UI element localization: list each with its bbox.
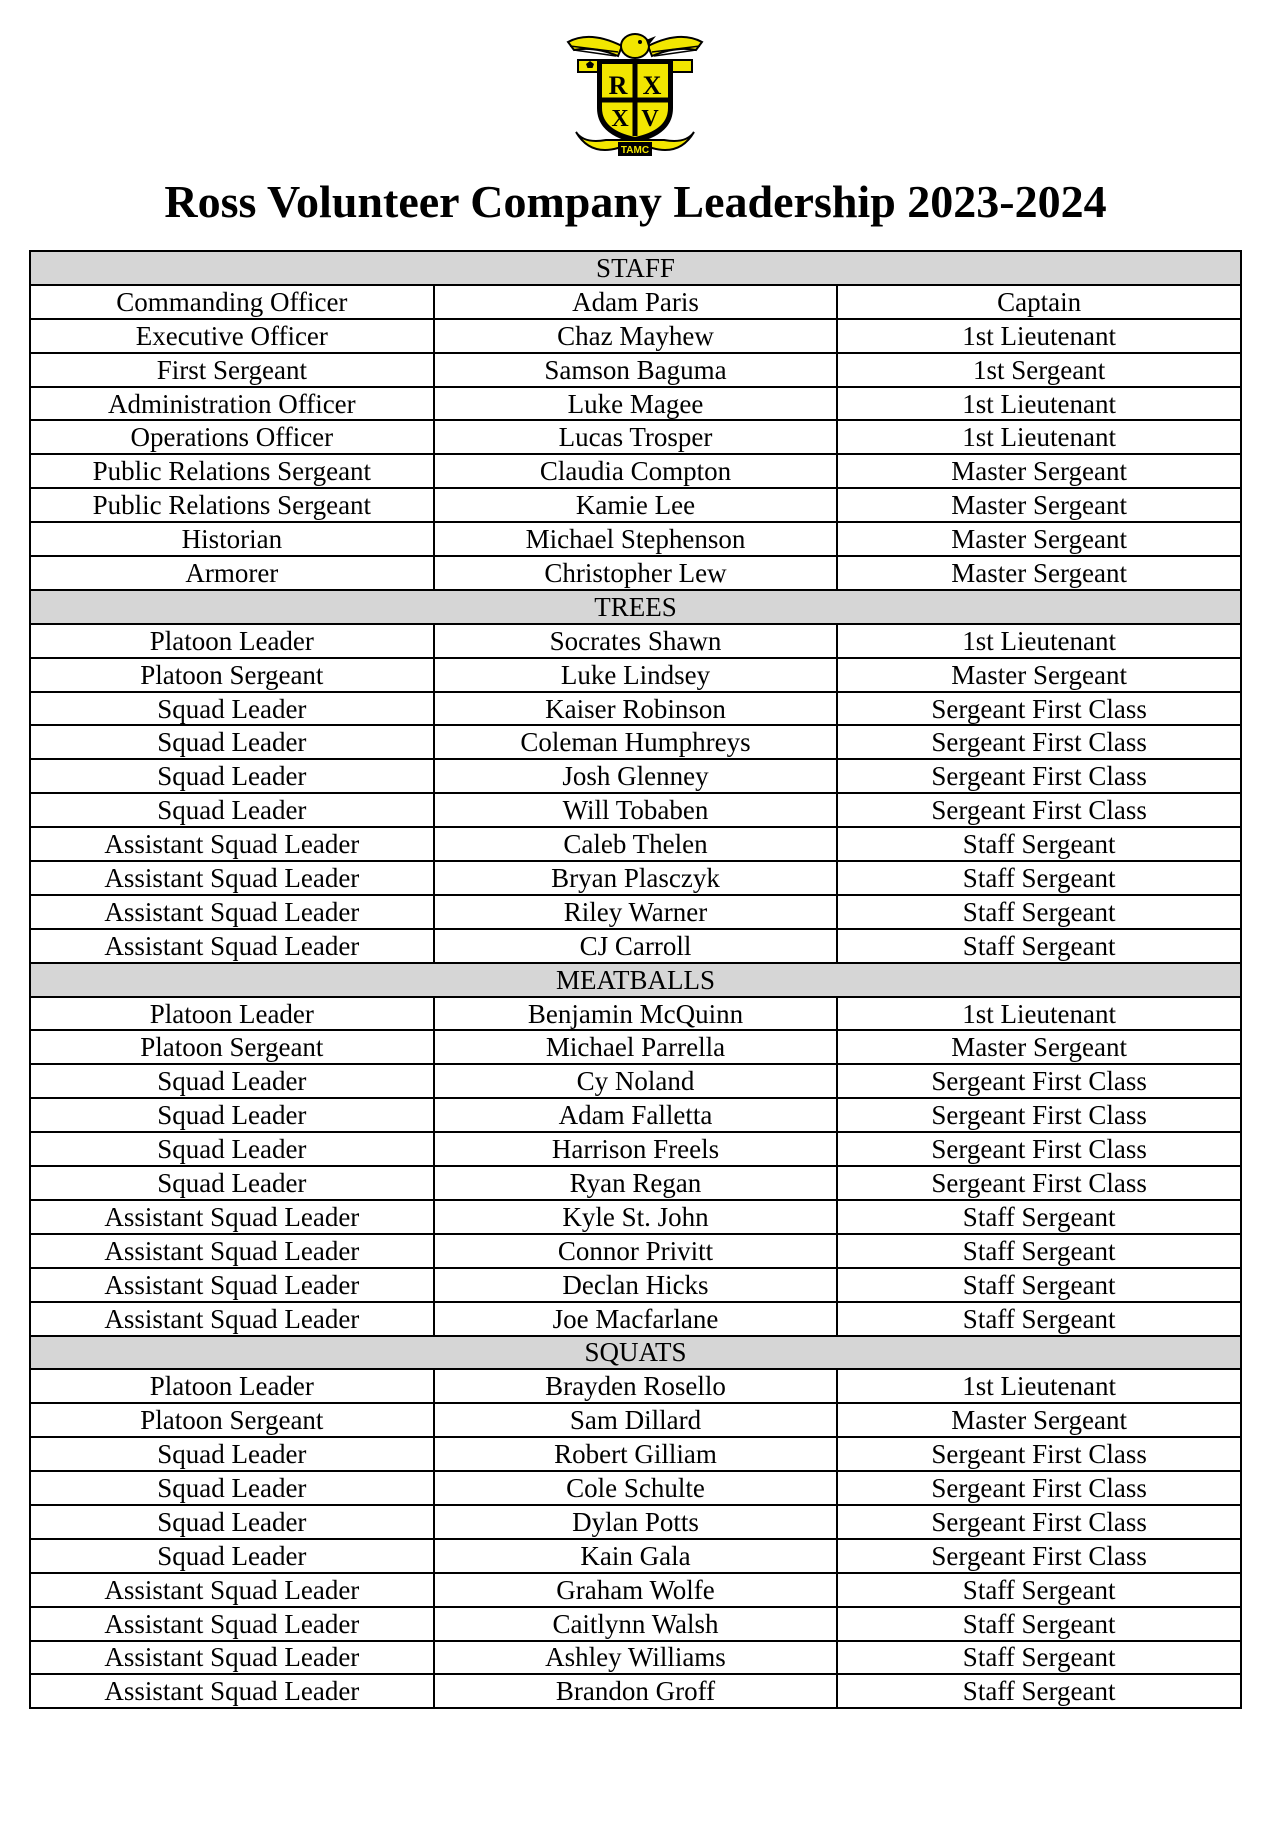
name-cell: Declan Hicks <box>434 1268 838 1302</box>
name-cell: Claudia Compton <box>434 454 838 488</box>
position-cell: Operations Officer <box>30 420 434 454</box>
position-cell: Squad Leader <box>30 692 434 726</box>
position-cell: Platoon Leader <box>30 1369 434 1403</box>
position-cell: Squad Leader <box>30 793 434 827</box>
position-cell: Executive Officer <box>30 319 434 353</box>
position-cell: Squad Leader <box>30 1132 434 1166</box>
name-cell: Ashley Williams <box>434 1641 838 1675</box>
rank-cell: Sergeant First Class <box>837 1437 1241 1471</box>
table-row <box>30 1302 1241 1336</box>
svg-text:TAMC: TAMC <box>620 145 650 156</box>
position-cell: Public Relations Sergeant <box>30 454 434 488</box>
position-cell: Platoon Sergeant <box>30 1403 434 1437</box>
position-cell: Platoon Sergeant <box>30 1030 434 1064</box>
name-cell: Benjamin McQuinn <box>434 997 838 1031</box>
position-cell: Squad Leader <box>30 1505 434 1539</box>
name-cell: Socrates Shawn <box>434 624 838 658</box>
table-row <box>30 387 1241 421</box>
rank-cell: Sergeant First Class <box>837 1098 1241 1132</box>
table-row <box>30 1030 1241 1064</box>
position-cell: Squad Leader <box>30 1471 434 1505</box>
position-cell: Assistant Squad Leader <box>30 1234 434 1268</box>
rank-cell: Staff Sergeant <box>837 1268 1241 1302</box>
name-cell: Brandon Groff <box>434 1674 838 1708</box>
rank-cell: Staff Sergeant <box>837 1234 1241 1268</box>
rank-cell: Staff Sergeant <box>837 1302 1241 1336</box>
ross-volunteers-crest-icon <box>560 16 710 166</box>
position-cell: Administration Officer <box>30 387 434 421</box>
name-cell: Luke Lindsey <box>434 658 838 692</box>
name-cell: Josh Glenney <box>434 759 838 793</box>
table-row <box>30 1234 1241 1268</box>
rank-cell: 1st Lieutenant <box>837 420 1241 454</box>
svg-text:R: R <box>608 71 628 100</box>
table-row <box>30 1539 1241 1573</box>
position-cell: Squad Leader <box>30 759 434 793</box>
rank-cell: Captain <box>837 285 1241 319</box>
name-cell: Christopher Lew <box>434 556 838 590</box>
rank-cell: Staff Sergeant <box>837 1607 1241 1641</box>
position-cell: Squad Leader <box>30 725 434 759</box>
svg-text:X: X <box>611 106 629 132</box>
name-cell: Cy Noland <box>434 1064 838 1098</box>
rank-cell: Sergeant First Class <box>837 1064 1241 1098</box>
rank-cell: Sergeant First Class <box>837 793 1241 827</box>
table-row <box>30 861 1241 895</box>
position-cell: Squad Leader <box>30 1539 434 1573</box>
rank-cell: Master Sergeant <box>837 454 1241 488</box>
table-row <box>30 692 1241 726</box>
position-cell: Squad Leader <box>30 1166 434 1200</box>
rank-cell: 1st Lieutenant <box>837 1369 1241 1403</box>
name-cell: Will Tobaben <box>434 793 838 827</box>
rank-cell: Sergeant First Class <box>837 1539 1241 1573</box>
position-cell: Squad Leader <box>30 1098 434 1132</box>
table-row <box>30 454 1241 488</box>
position-cell: Squad Leader <box>30 1064 434 1098</box>
position-cell: Historian <box>30 522 434 556</box>
rank-cell: Master Sergeant <box>837 556 1241 590</box>
table-row <box>30 827 1241 861</box>
name-cell: CJ Carroll <box>434 929 838 963</box>
name-cell: Robert Gilliam <box>434 1437 838 1471</box>
table-row <box>30 793 1241 827</box>
table-row <box>30 522 1241 556</box>
position-cell: Assistant Squad Leader <box>30 1573 434 1607</box>
section-header: TREES <box>30 590 1241 624</box>
rank-cell: Master Sergeant <box>837 522 1241 556</box>
name-cell: Coleman Humphreys <box>434 725 838 759</box>
rank-cell: Sergeant First Class <box>837 725 1241 759</box>
table-row <box>30 353 1241 387</box>
name-cell: Luke Magee <box>434 387 838 421</box>
name-cell: Joe Macfarlane <box>434 1302 838 1336</box>
name-cell: Caleb Thelen <box>434 827 838 861</box>
name-cell: Cole Schulte <box>434 1471 838 1505</box>
rank-cell: Sergeant First Class <box>837 1166 1241 1200</box>
table-row <box>30 1641 1241 1675</box>
table-row <box>30 1573 1241 1607</box>
position-cell: Assistant Squad Leader <box>30 827 434 861</box>
name-cell: Kain Gala <box>434 1539 838 1573</box>
rank-cell: 1st Lieutenant <box>837 997 1241 1031</box>
leadership-table <box>29 250 1242 1709</box>
name-cell: Adam Paris <box>434 285 838 319</box>
table-row <box>30 556 1241 590</box>
name-cell: Sam Dillard <box>434 1403 838 1437</box>
rank-cell: Master Sergeant <box>837 1030 1241 1064</box>
name-cell: Kamie Lee <box>434 488 838 522</box>
name-cell: Michael Parrella <box>434 1030 838 1064</box>
section-header-row <box>30 1336 1241 1370</box>
position-cell: Assistant Squad Leader <box>30 1302 434 1336</box>
position-cell: Platoon Leader <box>30 997 434 1031</box>
table-row <box>30 1268 1241 1302</box>
rank-cell: 1st Sergeant <box>837 353 1241 387</box>
name-cell: Kyle St. John <box>434 1200 838 1234</box>
table-row <box>30 1505 1241 1539</box>
page-title: Ross Volunteer Company Leadership 2023-2024 <box>164 176 1107 227</box>
name-cell: Kaiser Robinson <box>434 692 838 726</box>
name-cell: Graham Wolfe <box>434 1573 838 1607</box>
name-cell: Samson Baguma <box>434 353 838 387</box>
name-cell: Ryan Regan <box>434 1166 838 1200</box>
name-cell: Lucas Trosper <box>434 420 838 454</box>
rank-cell: Master Sergeant <box>837 1403 1241 1437</box>
position-cell: Assistant Squad Leader <box>30 1200 434 1234</box>
rank-cell: Staff Sergeant <box>837 895 1241 929</box>
table-row <box>30 1200 1241 1234</box>
name-cell: Adam Falletta <box>434 1098 838 1132</box>
table-row <box>30 1403 1241 1437</box>
table-row <box>30 725 1241 759</box>
rank-cell: Staff Sergeant <box>837 861 1241 895</box>
name-cell: Harrison Freels <box>434 1132 838 1166</box>
rank-cell: 1st Lieutenant <box>837 624 1241 658</box>
position-cell: Platoon Sergeant <box>30 658 434 692</box>
section-header-row <box>30 251 1241 285</box>
table-row <box>30 658 1241 692</box>
rank-cell: 1st Lieutenant <box>837 387 1241 421</box>
rank-cell: Sergeant First Class <box>837 759 1241 793</box>
svg-text:V: V <box>641 106 659 132</box>
table-row <box>30 895 1241 929</box>
position-cell: Assistant Squad Leader <box>30 1607 434 1641</box>
table-row <box>30 1437 1241 1471</box>
position-cell: Assistant Squad Leader <box>30 895 434 929</box>
table-row <box>30 285 1241 319</box>
name-cell: Caitlynn Walsh <box>434 1607 838 1641</box>
position-cell: Platoon Leader <box>30 624 434 658</box>
rank-cell: Master Sergeant <box>837 658 1241 692</box>
rank-cell: Staff Sergeant <box>837 1674 1241 1708</box>
section-header-row <box>30 590 1241 624</box>
position-cell: Assistant Squad Leader <box>30 861 434 895</box>
rank-cell: Staff Sergeant <box>837 1200 1241 1234</box>
position-cell: Assistant Squad Leader <box>30 1641 434 1675</box>
position-cell: Assistant Squad Leader <box>30 929 434 963</box>
table-row <box>30 1369 1241 1403</box>
rank-cell: 1st Lieutenant <box>837 319 1241 353</box>
name-cell: Dylan Potts <box>434 1505 838 1539</box>
section-header-row <box>30 963 1241 997</box>
rank-cell: Sergeant First Class <box>837 1471 1241 1505</box>
section-header: MEATBALLS <box>30 963 1241 997</box>
section-header: SQUATS <box>30 1336 1241 1370</box>
table-row <box>30 1166 1241 1200</box>
table-row <box>30 624 1241 658</box>
table-row <box>30 1471 1241 1505</box>
table-row <box>30 1674 1241 1708</box>
table-row <box>30 1132 1241 1166</box>
position-cell: Public Relations Sergeant <box>30 488 434 522</box>
section-header: STAFF <box>30 251 1241 285</box>
name-cell: Chaz Mayhew <box>434 319 838 353</box>
rank-cell: Staff Sergeant <box>837 1641 1241 1675</box>
position-cell: Squad Leader <box>30 1437 434 1471</box>
position-cell: First Sergeant <box>30 353 434 387</box>
svg-text:X: X <box>642 71 662 100</box>
name-cell: Bryan Plasczyk <box>434 861 838 895</box>
table-row <box>30 1607 1241 1641</box>
rank-cell: Sergeant First Class <box>837 1132 1241 1166</box>
rank-cell: Sergeant First Class <box>837 692 1241 726</box>
name-cell: Riley Warner <box>434 895 838 929</box>
rank-cell: Staff Sergeant <box>837 827 1241 861</box>
rank-cell: Sergeant First Class <box>837 1505 1241 1539</box>
rank-cell: Staff Sergeant <box>837 929 1241 963</box>
table-row <box>30 997 1241 1031</box>
table-row <box>30 420 1241 454</box>
table-row <box>30 488 1241 522</box>
table-row <box>30 929 1241 963</box>
table-row <box>30 759 1241 793</box>
position-cell: Armorer <box>30 556 434 590</box>
position-cell: Commanding Officer <box>30 285 434 319</box>
position-cell: Assistant Squad Leader <box>30 1674 434 1708</box>
table-row <box>30 319 1241 353</box>
name-cell: Brayden Rosello <box>434 1369 838 1403</box>
name-cell: Michael Stephenson <box>434 522 838 556</box>
rank-cell: Staff Sergeant <box>837 1573 1241 1607</box>
position-cell: Assistant Squad Leader <box>30 1268 434 1302</box>
table-row <box>30 1064 1241 1098</box>
rank-cell: Master Sergeant <box>837 488 1241 522</box>
name-cell: Connor Privitt <box>434 1234 838 1268</box>
table-row <box>30 1098 1241 1132</box>
